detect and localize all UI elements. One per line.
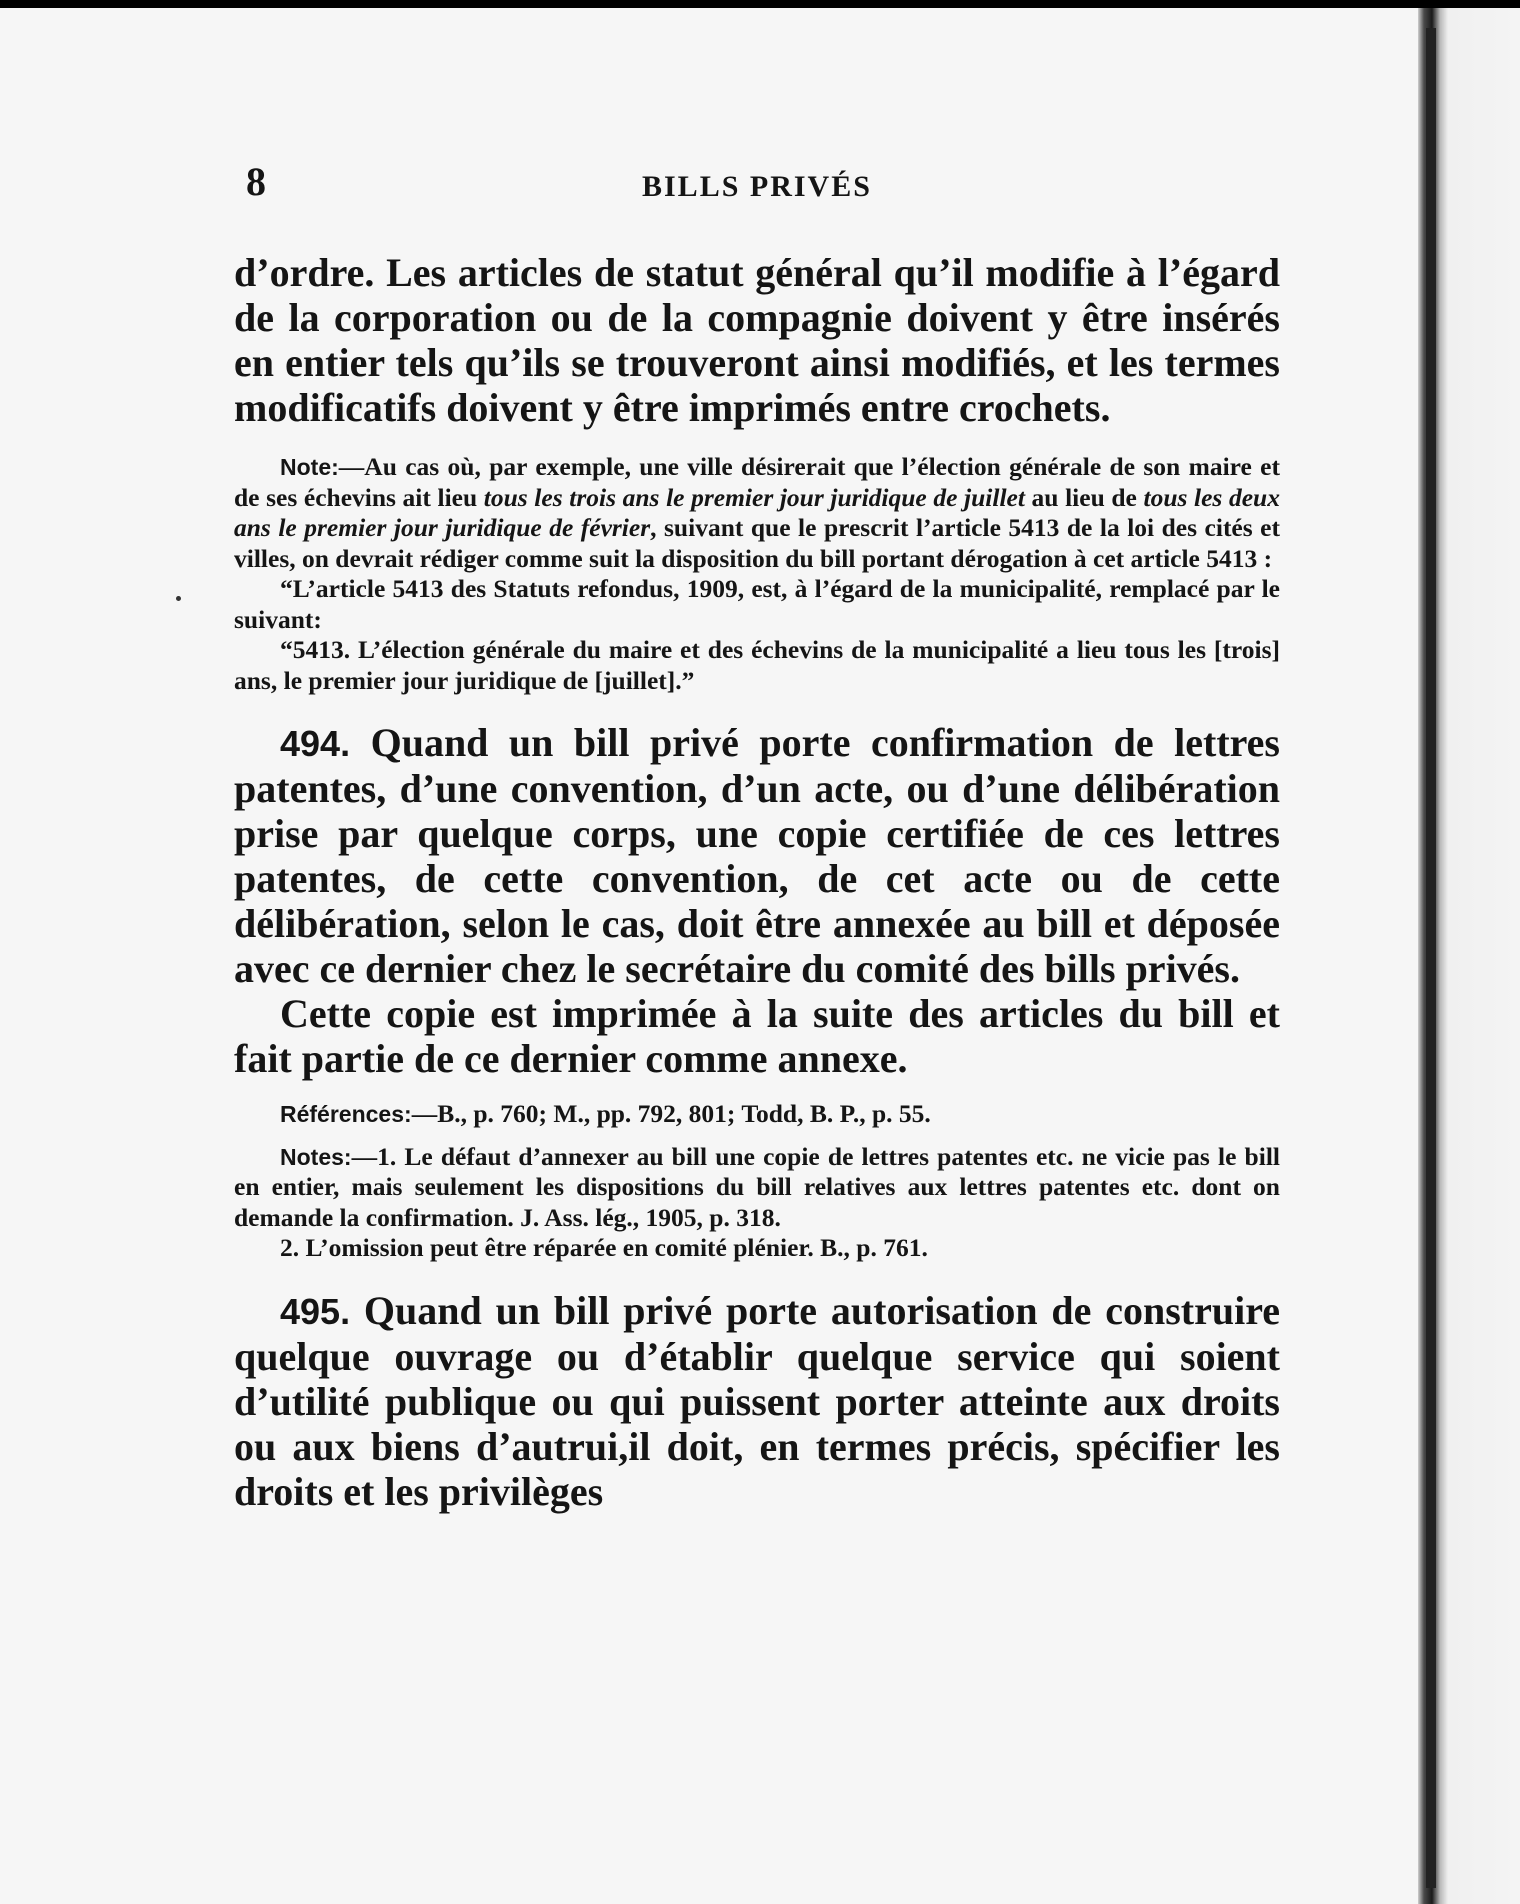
article-494-paragraph-2: Cette copie est imprimée à la suite des articles du bill et fait partie de ce dernier comme annexe. (234, 991, 1280, 1081)
note-text-b: au lieu de (1024, 482, 1144, 512)
binding-shadow (1426, 28, 1436, 1888)
note-italic-a: tous les trois ans le premier jour juridique de juillet (483, 482, 1025, 512)
note-italic-b: tous les deux ans le premier jour juridique de février (234, 482, 1280, 542)
margin-mark (176, 596, 181, 601)
article-494 (234, 720, 1280, 991)
note-label: Note: (280, 454, 339, 480)
notes-text-2: 2. L’omission peut être réparée en comité plénier. B., p. 761. (280, 1233, 928, 1262)
note-quote-2: “5413. L’élection générale du maire et des échevins de la municipalité a lieu tous les [trois] ans, le premier jour juridique de [juillet].” (234, 635, 1280, 695)
page-number: 8 (246, 159, 266, 204)
note-quote-1: “L’article 5413 des Statuts refondus, 1909, est, à l’égard de la municipalité, remplacé par le suivant: (234, 574, 1280, 634)
notes-text-1: —1. Le défaut d’annexer au bill une copie de lettres patentes etc. ne vicie pas le bill en entier, mais seulement les dispositions du bill relatives aux lettres patentes etc. dont on demande la confirmation. J. Ass. lég., 1905, p. 318. (234, 1141, 1280, 1232)
running-head: BILLS PRIVÉS (642, 170, 872, 203)
article-495 (234, 1288, 1280, 1514)
note-block (234, 452, 1280, 574)
notes-label: Notes: (280, 1143, 352, 1170)
article-494-text: Quand un bill privé porte confirmation de lettres patentes, d’une convention, d’un acte, ou d’une délibération prise par quelque corps, une copie certifiée de ces lettres patentes, de cette convention, de cet acte ou de cette délibération, selon le cas, doit être annexée au bill et déposée avec ce dernier chez le secrétaire du comité des bills privés. (234, 720, 1280, 991)
article-495-text: Quand un bill privé porte autorisation de construire quelque ouvrage ou d’établir quelque service qui soient d’utilité publique ou qui puissent porter atteinte aux droits ou aux biens d’autrui,il doit, en termes précis, spécifier les droits et les privilèges (234, 1287, 1280, 1514)
page-header (246, 158, 1266, 208)
references-block (234, 1099, 1280, 1130)
article-495-number: 495. (280, 1290, 351, 1332)
references-label: Références: (280, 1101, 412, 1127)
continued-paragraph: d’ordre. Les articles de statut général qu’il modifie à l’égard de la corporation ou de la compagnie doivent y être insérés en entier tels qu’ils se trouveront ainsi modifiés, et les termes modificatifs doivent y être imprimés entre crochets. (234, 250, 1280, 430)
article-494-number: 494. (280, 723, 351, 764)
page-content (234, 250, 1280, 1514)
notes-block (234, 1142, 1280, 1234)
note-text-a: —Au cas où, par exemple, une ville désirerait que l’élection générale de son maire et de ses échevins ait lieu (234, 452, 1280, 512)
page-gutter (1418, 8, 1520, 1904)
references-text: —B., p. 760; M., pp. 792, 801; Todd, B. P., p. 55. (411, 1099, 931, 1128)
note-text-c: , suivant que le prescrit l’article 5413 de la loi des cités et villes, on devrait rédiger comme suit la disposition du bill portant dérogation à cet article 5413 : (234, 513, 1280, 573)
